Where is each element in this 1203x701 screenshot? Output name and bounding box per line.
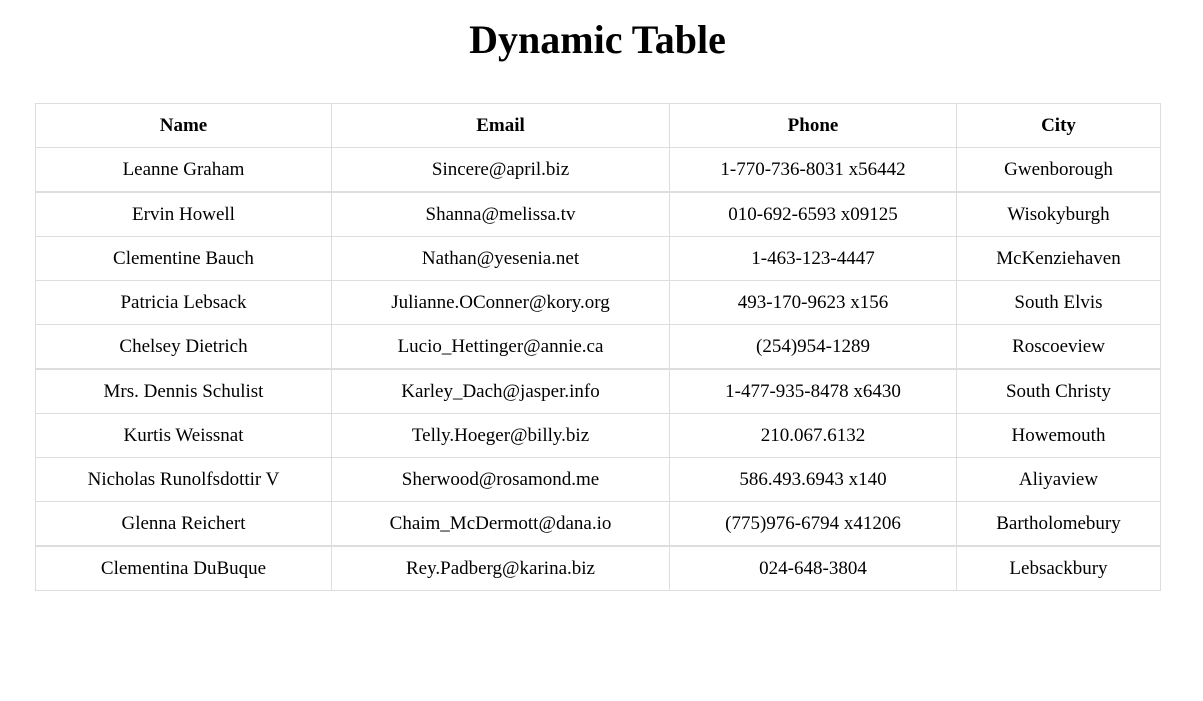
- cell-email: Rey.Padberg@karina.biz: [332, 546, 670, 591]
- cell-email: Shanna@melissa.tv: [332, 192, 670, 237]
- cell-city: Wisokyburgh: [957, 192, 1161, 237]
- cell-phone: 210.067.6132: [670, 414, 957, 458]
- cell-email: Sincere@april.biz: [332, 148, 670, 193]
- cell-name: Leanne Graham: [36, 148, 332, 193]
- cell-email: Chaim_McDermott@dana.io: [332, 502, 670, 547]
- cell-city: Bartholomebury: [957, 502, 1161, 547]
- table-row: [36, 148, 1161, 193]
- column-header-name: Name: [36, 104, 332, 148]
- cell-phone: 493-170-9623 x156: [670, 281, 957, 325]
- table-row: [36, 325, 1161, 370]
- column-header-phone: Phone: [670, 104, 957, 148]
- cell-name: Mrs. Dennis Schulist: [36, 369, 332, 414]
- cell-email: Julianne.OConner@kory.org: [332, 281, 670, 325]
- cell-phone: (775)976-6794 x41206: [670, 502, 957, 547]
- column-header-city: City: [957, 104, 1161, 148]
- cell-city: Howemouth: [957, 414, 1161, 458]
- table-row: [36, 546, 1161, 591]
- cell-city: South Christy: [957, 369, 1161, 414]
- cell-name: Glenna Reichert: [36, 502, 332, 547]
- cell-email: Karley_Dach@jasper.info: [332, 369, 670, 414]
- table-row: [36, 414, 1161, 458]
- cell-city: McKenziehaven: [957, 237, 1161, 281]
- cell-name: Patricia Lebsack: [36, 281, 332, 325]
- data-table: [35, 103, 1161, 591]
- cell-phone: 024-648-3804: [670, 546, 957, 591]
- cell-email: Nathan@yesenia.net: [332, 237, 670, 281]
- cell-city: South Elvis: [957, 281, 1161, 325]
- table-row: [36, 502, 1161, 547]
- cell-name: Ervin Howell: [36, 192, 332, 237]
- cell-phone: 586.493.6943 x140: [670, 458, 957, 502]
- cell-city: Roscoeview: [957, 325, 1161, 370]
- cell-name: Chelsey Dietrich: [36, 325, 332, 370]
- cell-city: Gwenborough: [957, 148, 1161, 193]
- page-title: Dynamic Table: [469, 17, 726, 62]
- cell-name: Clementine Bauch: [36, 237, 332, 281]
- table-header-row: [36, 104, 1161, 148]
- cell-phone: 1-770-736-8031 x56442: [670, 148, 957, 193]
- cell-email: Lucio_Hettinger@annie.ca: [332, 325, 670, 370]
- cell-phone: (254)954-1289: [670, 325, 957, 370]
- table-row: [36, 458, 1161, 502]
- table-row: [36, 369, 1161, 414]
- cell-name: Nicholas Runolfsdottir V: [36, 458, 332, 502]
- cell-name: Kurtis Weissnat: [36, 414, 332, 458]
- column-header-email: Email: [332, 104, 670, 148]
- table-row: [36, 237, 1161, 281]
- cell-city: Lebsackbury: [957, 546, 1161, 591]
- table-row: [36, 192, 1161, 237]
- cell-phone: 1-463-123-4447: [670, 237, 957, 281]
- cell-phone: 010-692-6593 x09125: [670, 192, 957, 237]
- cell-city: Aliyaview: [957, 458, 1161, 502]
- cell-phone: 1-477-935-8478 x6430: [670, 369, 957, 414]
- cell-email: Sherwood@rosamond.me: [332, 458, 670, 502]
- table-row: [36, 281, 1161, 325]
- cell-name: Clementina DuBuque: [36, 546, 332, 591]
- cell-email: Telly.Hoeger@billy.biz: [332, 414, 670, 458]
